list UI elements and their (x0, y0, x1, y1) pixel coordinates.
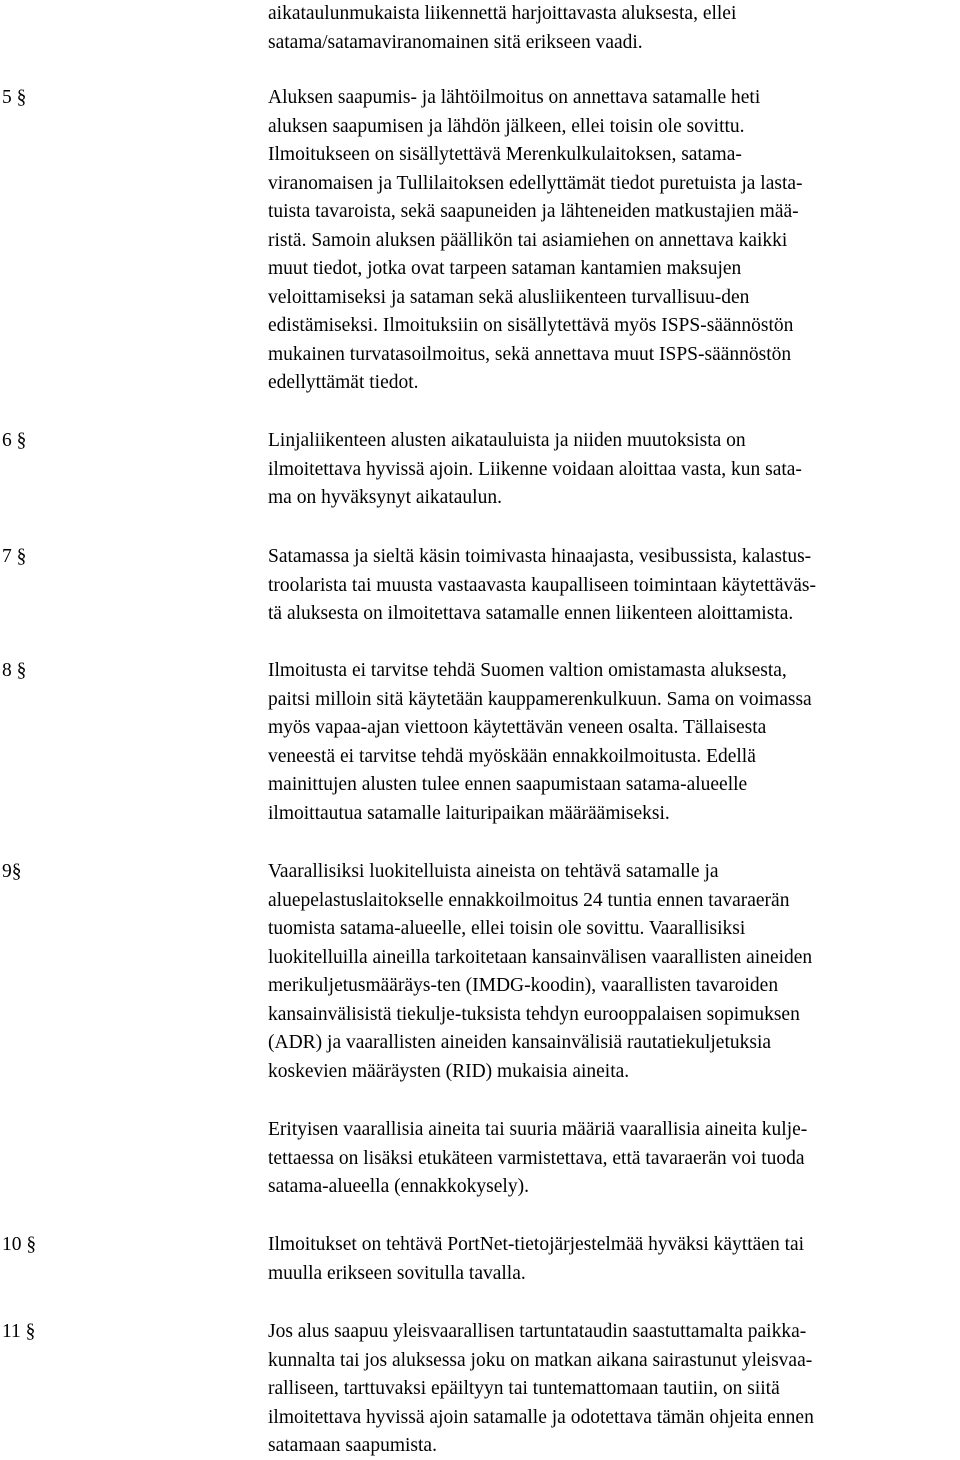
paragraph-line: koskevien määräysten (RID) mukaisia aineita. (268, 1060, 630, 1082)
paragraph-line: viranomaisen ja Tullilaitoksen edellyttämät tiedot puretuista ja lasta- (268, 172, 803, 194)
paragraph-line: Satamassa ja sieltä käsin toimivasta hinaajasta, vesibussista, kalastus- (268, 546, 812, 567)
paragraph-line: tä aluksesta on ilmoitettava satamalle ennen liikenteen aloittamista. (268, 603, 794, 624)
paragraph-line: ralliseen, tarttuvaksi epäiltyyn tai tuntemattomaan tautiin, on siitä (268, 1378, 780, 1399)
paragraph-line: veloittamiseksi ja sataman sekä alusliikenteen turvallisuu-den (268, 286, 750, 308)
paragraph-line: Jos alus saapuu yleisvaarallisen tartuntataudin saastuttamalta paikka- (268, 1321, 807, 1342)
paragraph-line: Ilmoitukset on tehtävä PortNet-tietojärjestelmää hyväksi käyttäen tai (268, 1234, 805, 1255)
paragraph-line: satama-alueella (ennakkokysely). (268, 1176, 529, 1197)
paragraph-line: mukainen turvatasoilmoitus, sekä annettava muut ISPS-säännöstön (268, 343, 792, 365)
paragraph-line: myös vapaa-ajan viettoon käytettävän veneen osalta. Tällaisesta (268, 717, 767, 738)
paragraph-line: tuomista satama-alueelle, ellei toisin ole sovittu. Vaarallisiksi (268, 918, 746, 939)
paragraph-line: aluksen saapumisen ja lähdön jälkeen, ellei toisin ole sovittu. (268, 115, 745, 137)
paragraph-line: Ilmoitukseen on sisällytettävä Merenkulkulaitoksen, satama- (268, 144, 742, 165)
paragraph-line: tuista tavaroista, sekä saapuneiden ja lähteneiden matkustajien mää- (268, 201, 799, 222)
section-number: 7 § (2, 546, 27, 567)
paragraph-line: luokitelluilla aineilla tarkoitetaan kansainvälisen vaarallisten aineiden (268, 946, 813, 968)
paragraph-line: ilmoitettava hyvissä ajoin. Liikenne voidaan aloittaa vasta, kun sata- (268, 458, 802, 480)
paragraph-line: veneestä ei tarvitse tehdä myöskään ennakkoilmoitusta. Edellä (268, 745, 756, 767)
section-number: 6 § (2, 430, 27, 451)
paragraph-line: (ADR) ja vaarallisten aineiden kansainvälisiä rautatiekuljetuksia (268, 1032, 772, 1053)
paragraph-line: Aluksen saapumis- ja lähtöilmoitus on annettava satamalle heti (268, 87, 761, 108)
paragraph-line: Vaarallisiksi luokitelluista aineista on tehtävä satamalle ja (268, 861, 719, 882)
paragraph-line: satamaan saapumista. (268, 1435, 437, 1456)
paragraph-line: muulla erikseen sovitulla tavalla. (268, 1262, 526, 1284)
paragraph-line: mainittujen alusten tulee ennen saapumistaan satama-alueelle (268, 774, 748, 795)
paragraph-line: Linjaliikenteen alusten aikatauluista ja niiden muutoksista on (268, 430, 746, 451)
paragraph-line: edistämiseksi. Ilmoituksiin on sisällytettävä myös ISPS-säännöstön (268, 315, 794, 336)
paragraph-line: aluepelastuslaitokselle ennakkoilmoitus 24 tuntia ennen tavaraerän (268, 889, 790, 911)
section-number: 5 § (2, 87, 27, 108)
paragraph-line: ristä. Samoin aluksen päällikön tai asiamiehen on annettava kaikki (268, 229, 788, 251)
section-number: 10 § (2, 1234, 37, 1255)
paragraph-line: paitsi milloin sitä käytetään kauppamerenkulkuun. Sama on voimassa (268, 688, 812, 710)
paragraph-line: ma on hyväksynyt aikataulun. (268, 487, 502, 508)
paragraph-line: kansainvälisistä tiekulje-tuksista tehdyn eurooppalaisen sopimuksen (268, 1003, 800, 1025)
section-number: 9§ (2, 861, 22, 882)
paragraph-line: troolarista tai muusta vastaavasta kaupalliseen toimintaan käytettäväs- (268, 574, 816, 596)
paragraph-line: ilmoittautua satamalle laituripaikan määräämiseksi. (268, 802, 670, 824)
paragraph-line: tettaessa on lisäksi etukäteen varmistettava, että tavaraerän voi tuoda (268, 1147, 805, 1169)
paragraph-line: Erityisen vaarallisia aineita tai suuria määriä vaarallisia aineita kulje- (268, 1119, 808, 1140)
paragraph-line: muut tiedot, jotka ovat tarpeen sataman kantamien maksujen (268, 258, 742, 279)
section-number: 11 § (2, 1321, 36, 1342)
paragraph-line: Ilmoitusta ei tarvitse tehdä Suomen valtion omistamasta aluksesta, (268, 660, 787, 681)
paragraph-line: ilmoitettava hyvissä ajoin satamalle ja odotettava tämän ohjeita ennen (268, 1406, 814, 1428)
paragraph-line: edellyttämät tiedot. (268, 372, 419, 393)
paragraph-line: satama/satamaviranomainen sitä erikseen vaadi. (268, 31, 643, 53)
paragraph-line: aikataulunmukaista liikennettä harjoittavasta aluksesta, ellei (268, 3, 737, 24)
paragraph-line: kunnalta tai jos aluksessa joku on matkan aikana sairastunut yleisvaa- (268, 1349, 813, 1371)
paragraph-line: merikuljetusmääräys-ten (IMDG-koodin), vaarallisten tavaroiden (268, 975, 779, 996)
section-number: 8 § (2, 660, 27, 681)
